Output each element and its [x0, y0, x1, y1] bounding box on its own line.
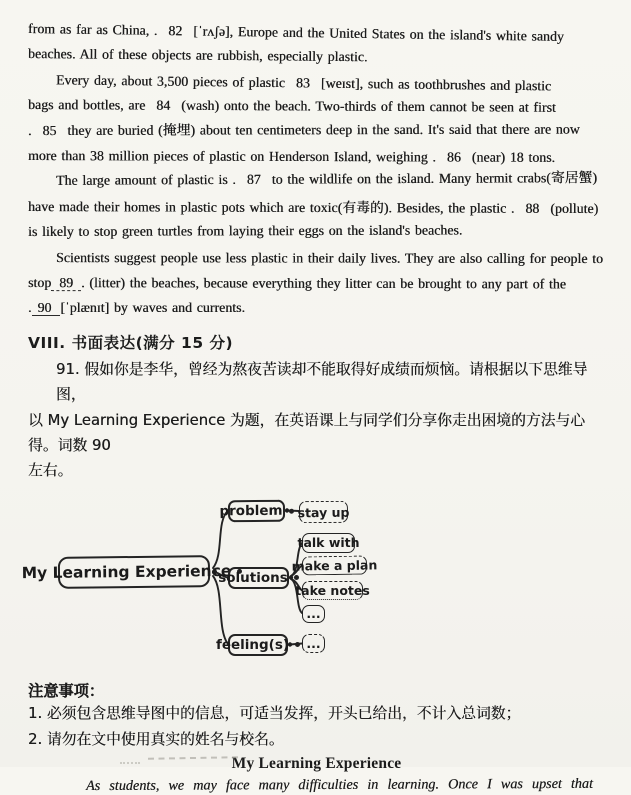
passage-text: [weɪst], such as toothbrushes and plastic — [320, 75, 552, 94]
passage-text: [ˈplænɪt] by waves and currents. — [60, 300, 245, 316]
mindmap-root-label: My Learning Experience — [21, 561, 232, 582]
passage-text: more than 38 million pieces of plastic on Henderson Island, weighing . — [27, 147, 436, 165]
writing-prompt — [28, 357, 605, 484]
passage-text: Scientists suggest people use less plastic in their daily lives. They are also calling for people to — [55, 249, 603, 266]
child-label: take notes — [295, 582, 370, 598]
notes-heading: 注意事项： — [28, 681, 104, 700]
cloze-blank: 90 — [32, 300, 61, 316]
passage-text: from as far as China, . — [27, 21, 158, 38]
passage-text: bags and bottles, are — [27, 97, 146, 113]
passage-line — [28, 245, 605, 271]
passage-text: they are buried (掩埋) about ten centimeters deep in the sand. It's said that there are now — [67, 121, 580, 138]
child-ellipsis-solutions — [302, 605, 325, 623]
cloze-blank: 86 — [446, 149, 461, 165]
passage-text: The large amount of plastic is . — [55, 172, 236, 189]
branch-problem — [219, 499, 285, 521]
child-label: ... — [306, 606, 321, 622]
note-item: 1. 必须包含思维导图中的信息，可适当发挥，开头已给出，不计入总词数； — [28, 704, 521, 722]
cloze-blank: 87 — [246, 172, 261, 188]
passage-text: . — [27, 122, 32, 138]
note-item: 2. 请勿在文中使用真实的姓名与校名。 — [28, 730, 284, 748]
child-label: ... — [306, 635, 321, 651]
passage-text: have made their homes in plastic pots which are toxic(有毒的). Besides, the plastic . — [27, 198, 515, 216]
child-ellipsis-feelings — [302, 634, 325, 653]
child-talk-with — [297, 533, 360, 553]
passage-line — [28, 116, 605, 143]
passage-line — [28, 270, 605, 297]
node-dot — [289, 508, 294, 513]
branch-label: solutions — [218, 569, 288, 586]
prompt-line: 左右。 — [28, 462, 73, 480]
cloze-blank: 84 — [156, 97, 171, 113]
cloze-blank: 89 — [51, 275, 81, 291]
child-label: stay up — [297, 503, 350, 520]
cloze-blank: 82 — [168, 23, 183, 39]
passage-text: stop — [27, 274, 52, 290]
passage-text: (wash) onto the beach. Two-thirds of them cannot be seen at first — [181, 97, 556, 115]
child-make-a-plan — [291, 555, 378, 575]
branch-label: feeling(s) — [215, 636, 290, 653]
cloze-blank: 83 — [295, 75, 310, 91]
branch-feelings — [215, 634, 290, 656]
mindmap — [0, 494, 631, 666]
essay-title: My Learning Experience — [231, 755, 402, 773]
passage-line — [28, 217, 605, 244]
passage-text: . — [28, 300, 32, 316]
prompt-line: 以 My Learning Experience 为题，在英语课上与同学们分享你走出困境的方法与心得。词数 90 — [28, 411, 586, 454]
passage-line — [28, 295, 605, 320]
passage-text: to the wildlife on the island. Many hermit crabs(寄居蟹) — [271, 170, 598, 188]
child-take-notes — [295, 581, 370, 600]
passage-line — [28, 165, 605, 193]
passage-text: beaches. All of these objects are rubbish, especially plastic. — [27, 46, 368, 65]
node-dot — [294, 575, 299, 580]
scan-artifact — [120, 762, 140, 765]
passage-text: Every day, about 3,500 pieces of plastic — [55, 72, 286, 90]
passage-text: [ˈrʌʃə], Europe and the United States on the island's white sandy — [193, 23, 564, 44]
prompt-line: 91. 假如你是李华，曾经为熬夜苦读却不能取得好成绩而烦恼。请根据以下思维导图， — [56, 360, 588, 404]
essay-first-line: As students, we may face many difficulties in learning. Once I was upset that — [85, 776, 593, 795]
passage-text: . (litter) the beaches, because everything they litter can be brought to any part of the — [81, 275, 566, 292]
passage-text: (pollute) — [550, 200, 599, 216]
branch-solutions — [218, 567, 289, 589]
child-label: talk with — [297, 535, 360, 551]
cloze-blank: 88 — [525, 200, 540, 216]
child-stay-up — [299, 500, 348, 523]
child-label: make a plan — [291, 557, 378, 574]
section-heading: VIII. 书面表达(满分 15 分) — [28, 333, 234, 352]
cloze-blank: 85 — [42, 122, 57, 138]
passage-text: (near) 18 tons. — [471, 149, 556, 165]
mindmap-root-node — [21, 555, 232, 589]
passage — [28, 16, 605, 321]
passage-text: is likely to stop green turtles from laying their eggs on the island's beaches. — [27, 222, 463, 240]
branch-label: problem — [219, 502, 283, 520]
